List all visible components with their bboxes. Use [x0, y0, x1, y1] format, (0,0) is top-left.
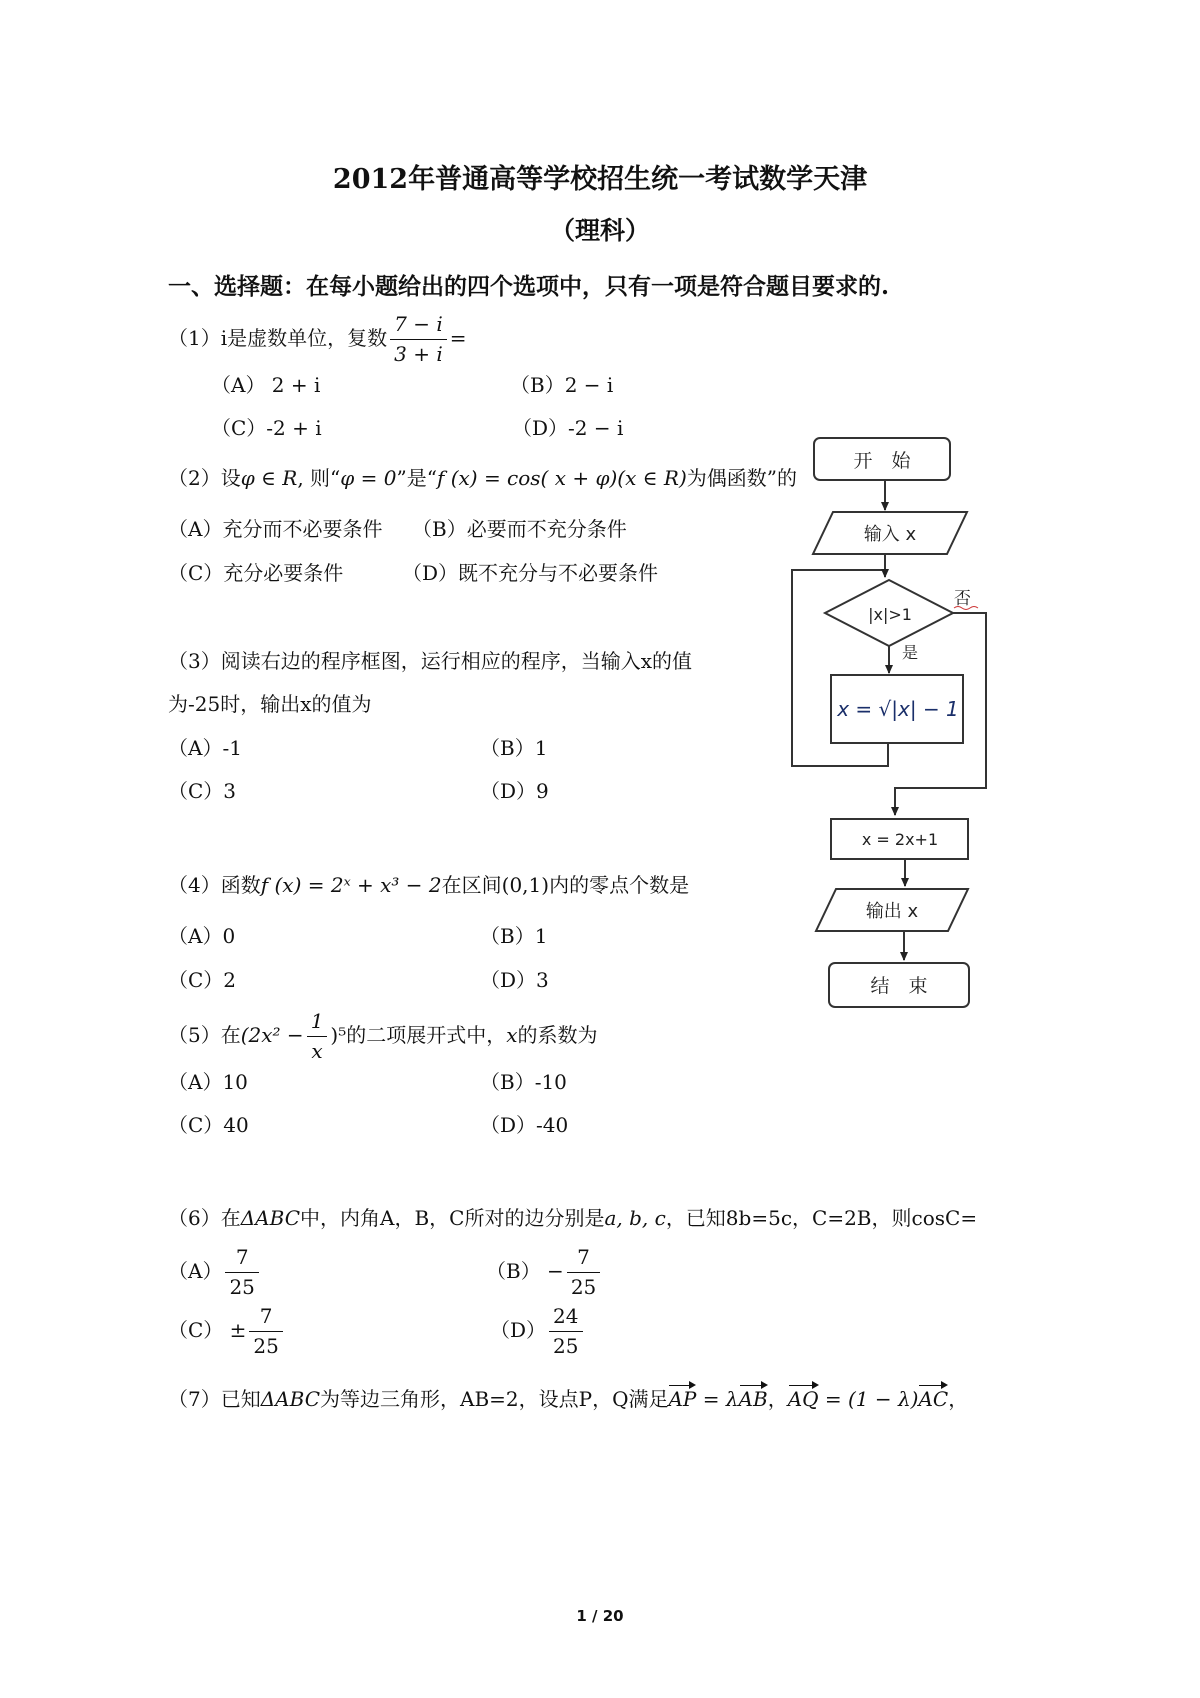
q6-option-c	[168, 1305, 286, 1358]
question-4	[168, 869, 689, 898]
q1-option-d: （D）-2 − i	[512, 416, 624, 440]
q2-text-1: （2）设	[168, 466, 241, 490]
q5-option-c: （C）40	[168, 1113, 249, 1137]
q6-c-den: 25	[253, 1334, 279, 1358]
q6-c-label: （C） ±	[168, 1318, 247, 1342]
question-7	[168, 1383, 968, 1412]
flow-yes-label: 是	[902, 643, 919, 662]
q6-b-den: 25	[570, 1275, 597, 1299]
q5-suffix-2: 的系数为	[517, 1023, 598, 1047]
q5-suffix: 的二项展开式中，	[346, 1023, 507, 1047]
vector-ac: AC	[918, 1387, 949, 1411]
q2-option-a: （A）充分而不必要条件	[168, 517, 383, 541]
q7-eq-1: = λ	[696, 1387, 739, 1411]
question-5	[168, 1010, 598, 1063]
q4-option-c: （C）2	[168, 968, 237, 992]
q7-mid: 为等边三角形，AB=2，设点P，Q满足	[320, 1387, 669, 1411]
q6-c-fraction	[249, 1305, 282, 1358]
q3-option-d: （D）9	[480, 779, 549, 803]
q1-option-b: （B）2 − i	[510, 373, 614, 397]
question-3-line-2: 为-25时，输出x的值为	[168, 692, 372, 716]
vector-ap: AP	[668, 1387, 697, 1411]
q2-option-b: （B）必要而不充分条件	[412, 517, 627, 541]
q3-option-a: （A）-1	[168, 736, 242, 760]
q7-triangle: ΔABC	[260, 1387, 320, 1411]
page-number: 1 / 20	[576, 1607, 624, 1625]
q1-suffix: =	[449, 326, 467, 350]
q6-option-b	[486, 1246, 603, 1299]
q2-option-d: （D）既不充分与不必要条件	[402, 561, 659, 585]
exam-title: 2012年普通高等学校招生统一考试数学天津	[332, 164, 868, 195]
q7-prefix: （7）已知	[168, 1387, 261, 1411]
q6-b-label: （B） −	[486, 1259, 564, 1283]
q6-prefix: （6）在	[168, 1206, 241, 1230]
q6-d-den: 25	[553, 1334, 579, 1358]
q5-prefix: （5）在	[168, 1023, 241, 1047]
q1-prefix: （1）i是虚数单位，复数	[168, 326, 388, 350]
q6-mid: 中，内角A，B，C所对的边分别是	[300, 1206, 605, 1230]
q5-close: )⁵	[330, 1023, 347, 1047]
q7-end: ，	[948, 1387, 969, 1411]
q2-phi-eq: φ = 0	[340, 466, 397, 490]
flow-calc-label: x = 2x+1	[861, 830, 939, 849]
flow-assign-label: x = √|x| − 1	[837, 697, 959, 721]
question-1	[168, 313, 466, 366]
q5-option-d: （D）-40	[480, 1113, 569, 1137]
q1-option-a: （A） 2 + i	[211, 373, 321, 397]
vector-ab: AB	[738, 1387, 768, 1411]
q5-open: (2x² −	[240, 1023, 304, 1047]
flow-output-label: 输出 x	[865, 901, 919, 922]
q6-option-a	[168, 1246, 262, 1299]
q6-triangle: ΔABC	[240, 1206, 300, 1230]
flow-condition-label: |x|>1	[868, 605, 912, 624]
q1-frac-den: 3 + i	[394, 342, 443, 366]
q7-comma: ，	[767, 1387, 788, 1411]
q6-b-num: 7	[567, 1246, 600, 1273]
flow-input-label: 输入 x	[863, 524, 917, 545]
q6-suffix: ，已知8b=5c，C=2B，则cosC=	[665, 1206, 978, 1230]
section-heading: 一、选择题：在每小题给出的四个选项中，只有一项是符合题目要求的.	[168, 273, 890, 300]
q6-c-num: 7	[249, 1305, 282, 1332]
q3-option-b: （B）1	[480, 736, 548, 760]
loop-back-line	[792, 570, 888, 766]
question-2	[168, 462, 797, 491]
vector-aq: AQ	[787, 1387, 819, 1411]
q6-sides: a, b, c	[604, 1206, 666, 1230]
q6-b-fraction	[567, 1246, 600, 1299]
q3-option-c: （C）3	[168, 779, 237, 803]
q5-fraction	[307, 1010, 328, 1063]
q2-text-2: , 则“	[297, 466, 341, 490]
q6-a-den: 25	[229, 1275, 255, 1299]
question-6	[168, 1202, 977, 1231]
q1-frac-num: 7 − i	[390, 313, 447, 340]
q6-a-num: 7	[225, 1246, 258, 1273]
program-flowchart	[770, 430, 1020, 1020]
q6-a-label: （A）	[168, 1259, 223, 1283]
q4-option-a: （A）0	[168, 924, 236, 948]
q2-function: f (x) = cos( x + φ)(x ∈ R)	[436, 466, 687, 490]
q5-option-a: （A）10	[168, 1070, 248, 1094]
q4-option-d: （D）3	[480, 968, 549, 992]
q2-text-4: 为偶函数”的	[686, 466, 797, 490]
exam-subtitle: （理科）	[549, 216, 650, 245]
q4-suffix: 在区间(0,1)内的零点个数是	[441, 873, 690, 897]
flow-start-label: 开 始	[853, 450, 911, 472]
flow-no-label: 否	[954, 589, 971, 609]
q6-option-d	[490, 1305, 586, 1358]
q1-fraction	[390, 313, 447, 366]
q5-frac-den: x	[311, 1039, 323, 1063]
q1-option-c: （C）-2 + i	[211, 416, 322, 440]
flow-end-label: 结 束	[870, 975, 928, 997]
q7-eq-2: = (1 − λ)	[818, 1387, 919, 1411]
q2-phi-in-r: φ ∈ R	[240, 466, 298, 490]
q6-a-fraction	[225, 1246, 258, 1299]
q6-d-label: （D）	[490, 1318, 547, 1342]
q5-option-b: （B）-10	[480, 1070, 567, 1094]
q6-d-fraction	[549, 1305, 582, 1358]
q6-d-num: 24	[549, 1305, 582, 1332]
q5-variable: x	[506, 1023, 518, 1047]
q4-prefix: （4）函数	[168, 873, 261, 897]
q4-option-b: （B）1	[480, 924, 548, 948]
q2-option-c: （C）充分必要条件	[168, 561, 344, 585]
q2-text-3: ”是“	[396, 466, 437, 490]
q4-function: f (x) = 2ˣ + x³ − 2	[260, 873, 442, 897]
question-3-line-1: （3）阅读右边的程序框图，运行相应的程序，当输入x的值	[168, 649, 693, 673]
q5-frac-num: 1	[307, 1010, 328, 1037]
